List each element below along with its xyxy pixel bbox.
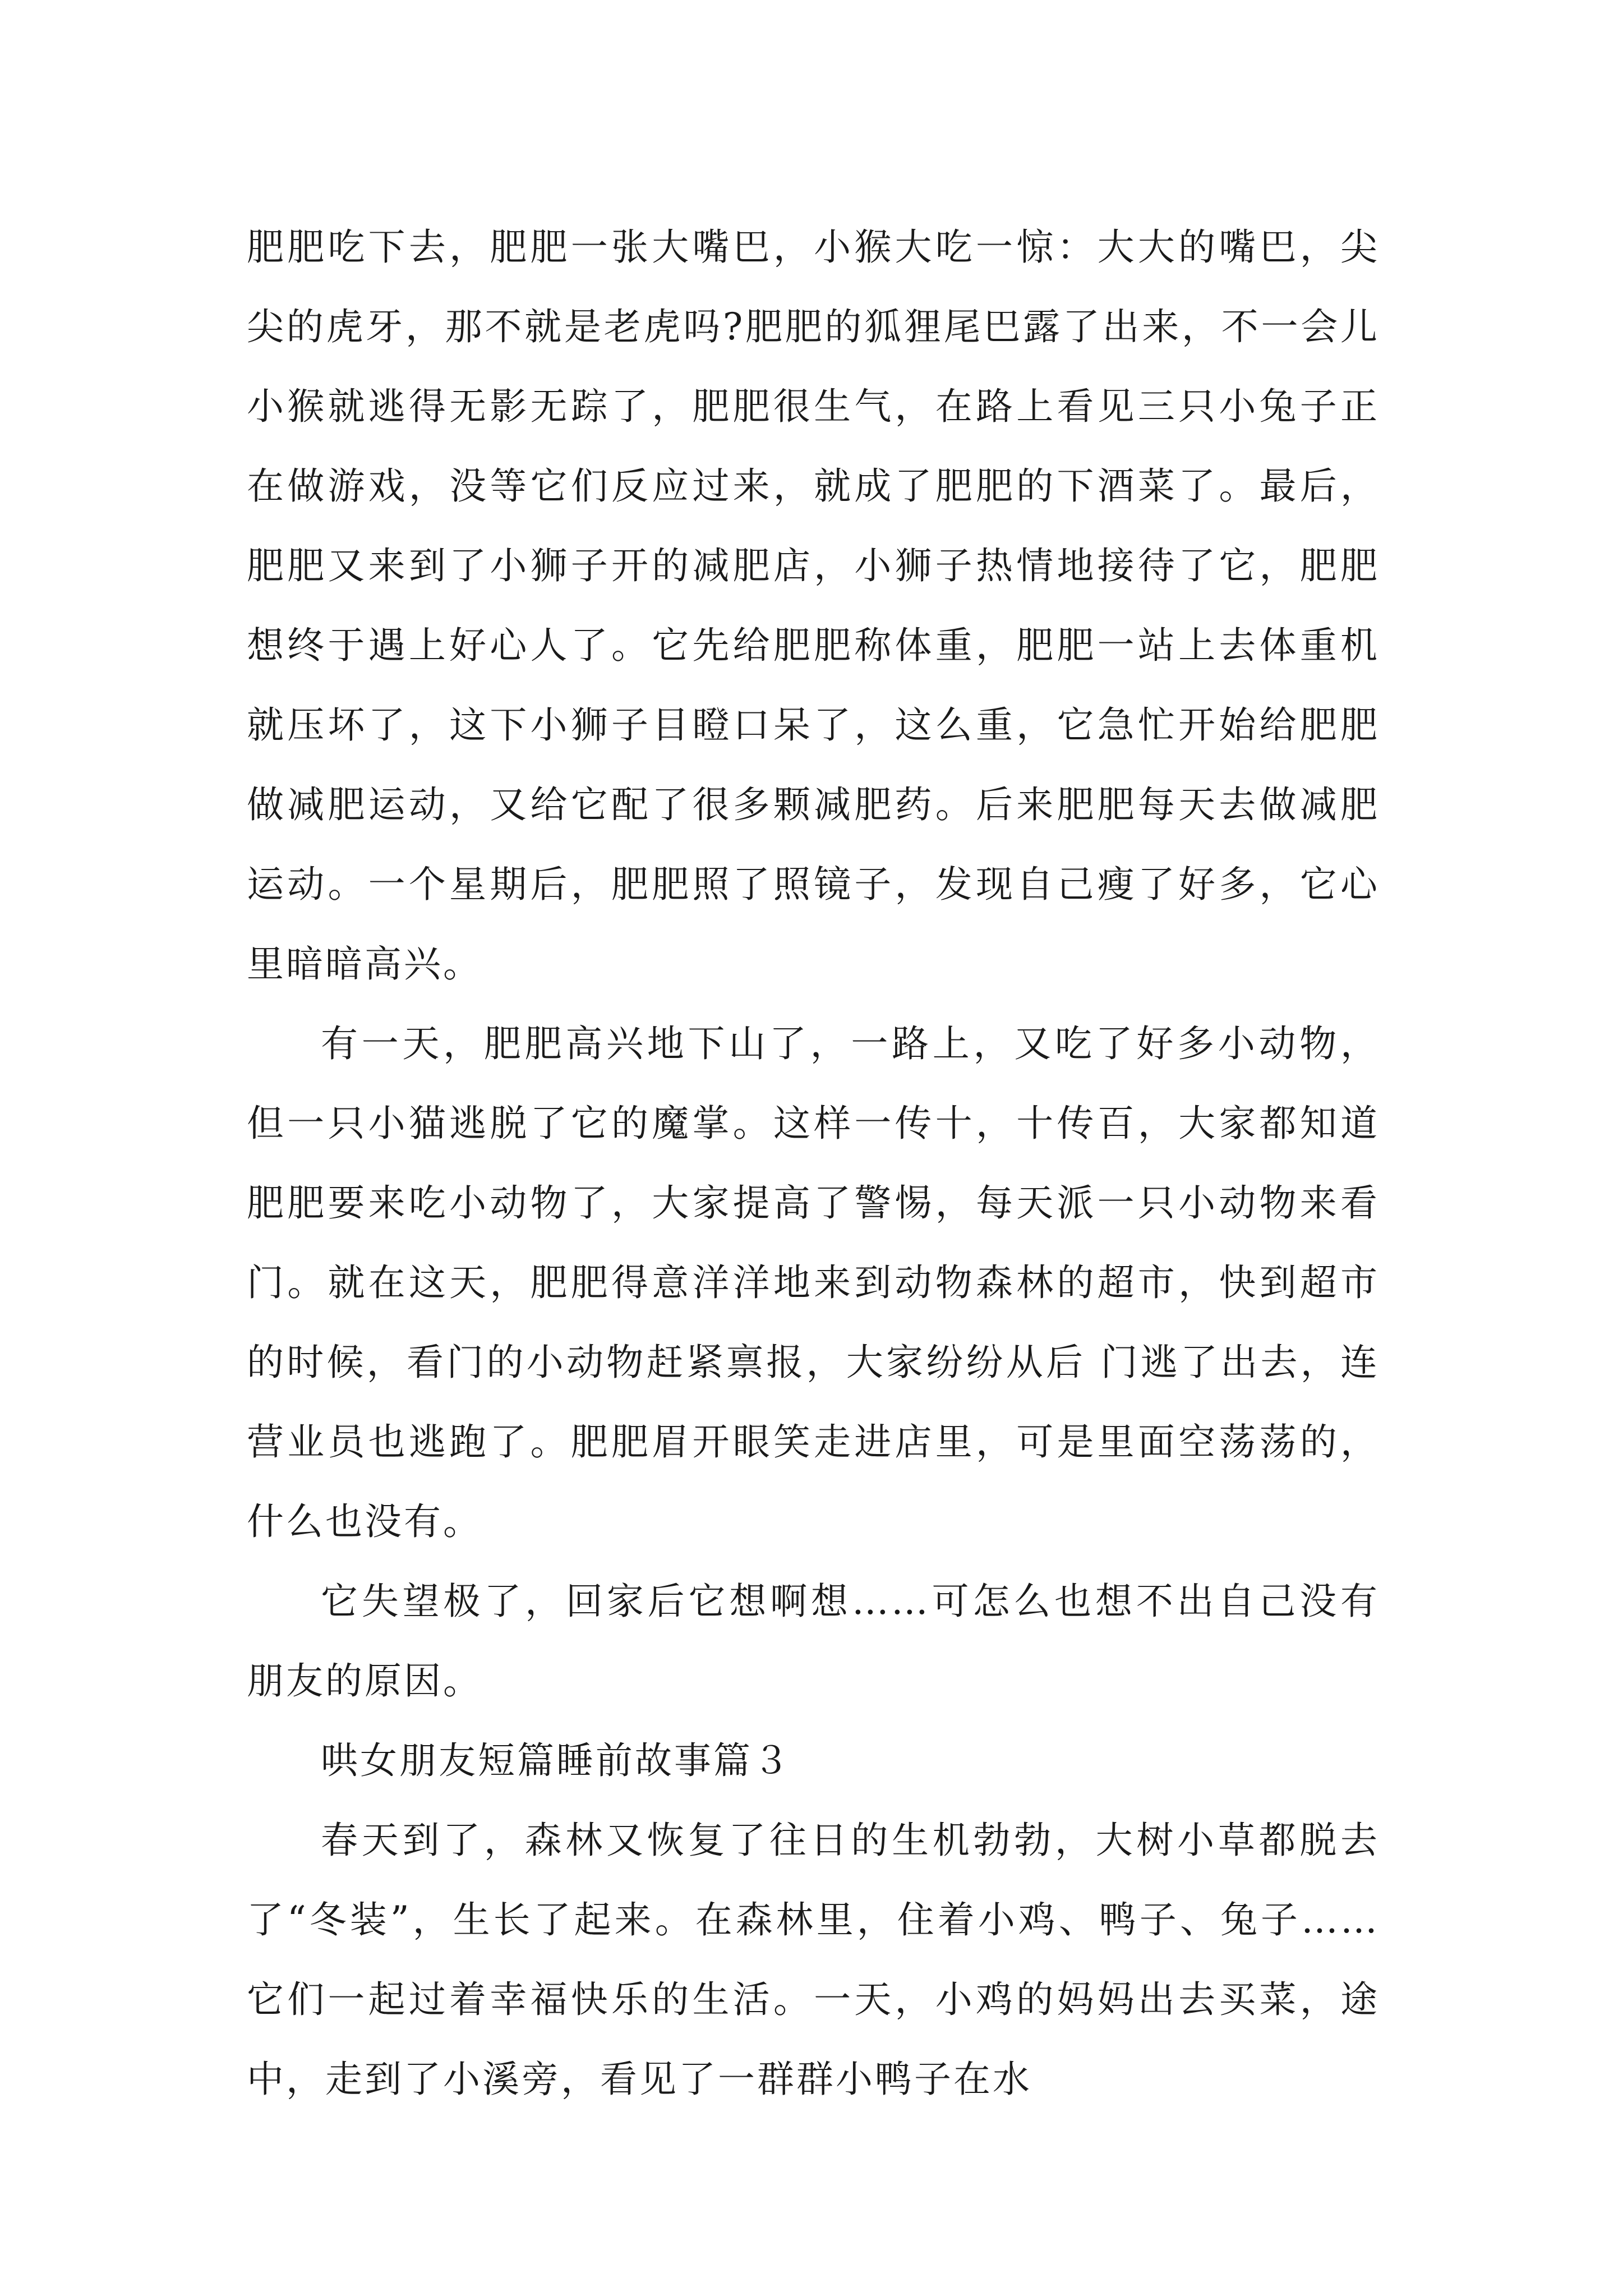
paragraph-1: 肥肥吃下去，肥肥一张大嘴巴，小猴大吃一惊：大大的嘴巴，尖尖的虎牙，那不就是老虎吗?肥肥的狐狸尾巴露了出来，不一会儿小猴就逃得无影无踪了，肥肥很生气，在路上看见三只小兔子正在做游戏，没等它们反应过来，就成了肥肥的下酒菜了。最后，肥肥又来到了小狮子开的减肥店，小狮子热情地接待了它，肥肥想终于遇上好心人了。它先给肥肥称体重，肥肥一站上去体重机就压坏了，这下小狮子目瞪口呆了，这么重，它急忙开始给肥肥做减肥运动，又给它配了很多颗减肥药。后来肥肥每天去做减肥运动。一个星期后，肥肥照了照镜子，发现自己瘦了好多，它心里暗暗高兴。 — [247, 226, 1380, 986]
document-body — [247, 208, 1380, 2119]
paragraph-3: 它失望极了，回家后它想啊想……可怎么也想不出自己没有朋友的原因。 — [247, 1580, 1380, 1703]
paragraph-2: 有一天，肥肥高兴地下山了，一路上，又吃了好多小动物，但一只小猫逃脱了它的魔掌。这样一传十，十传百，大家都知道肥肥要来吃小动物了，大家提高了警惕，每天派一只小动物来看门。就在这天，肥肥得意洋洋地来到动物森林的超市，快到超市的时候，看门的小动物赶紧禀报，大家纷纷从后 门逃了出去，连营业员也逃跑了。肥肥眉开眼笑走进店里，可是里面空荡荡的，什么也没有。 — [247, 1022, 1380, 1543]
paragraph-4: 春天到了，森林又恢复了往日的生机勃勃，大树小草都脱去了“冬装”，生长了起来。在森林里，住着小鸡、鸭子、兔子……它们一起过着幸福快乐的生活。一天，小鸡的妈妈出去买菜，途中，走到了小溪旁，看见了一群群小鸭子在水 — [247, 1819, 1380, 2101]
section-heading: 哄女朋友短篇睡前故事篇３ — [321, 1739, 792, 1782]
